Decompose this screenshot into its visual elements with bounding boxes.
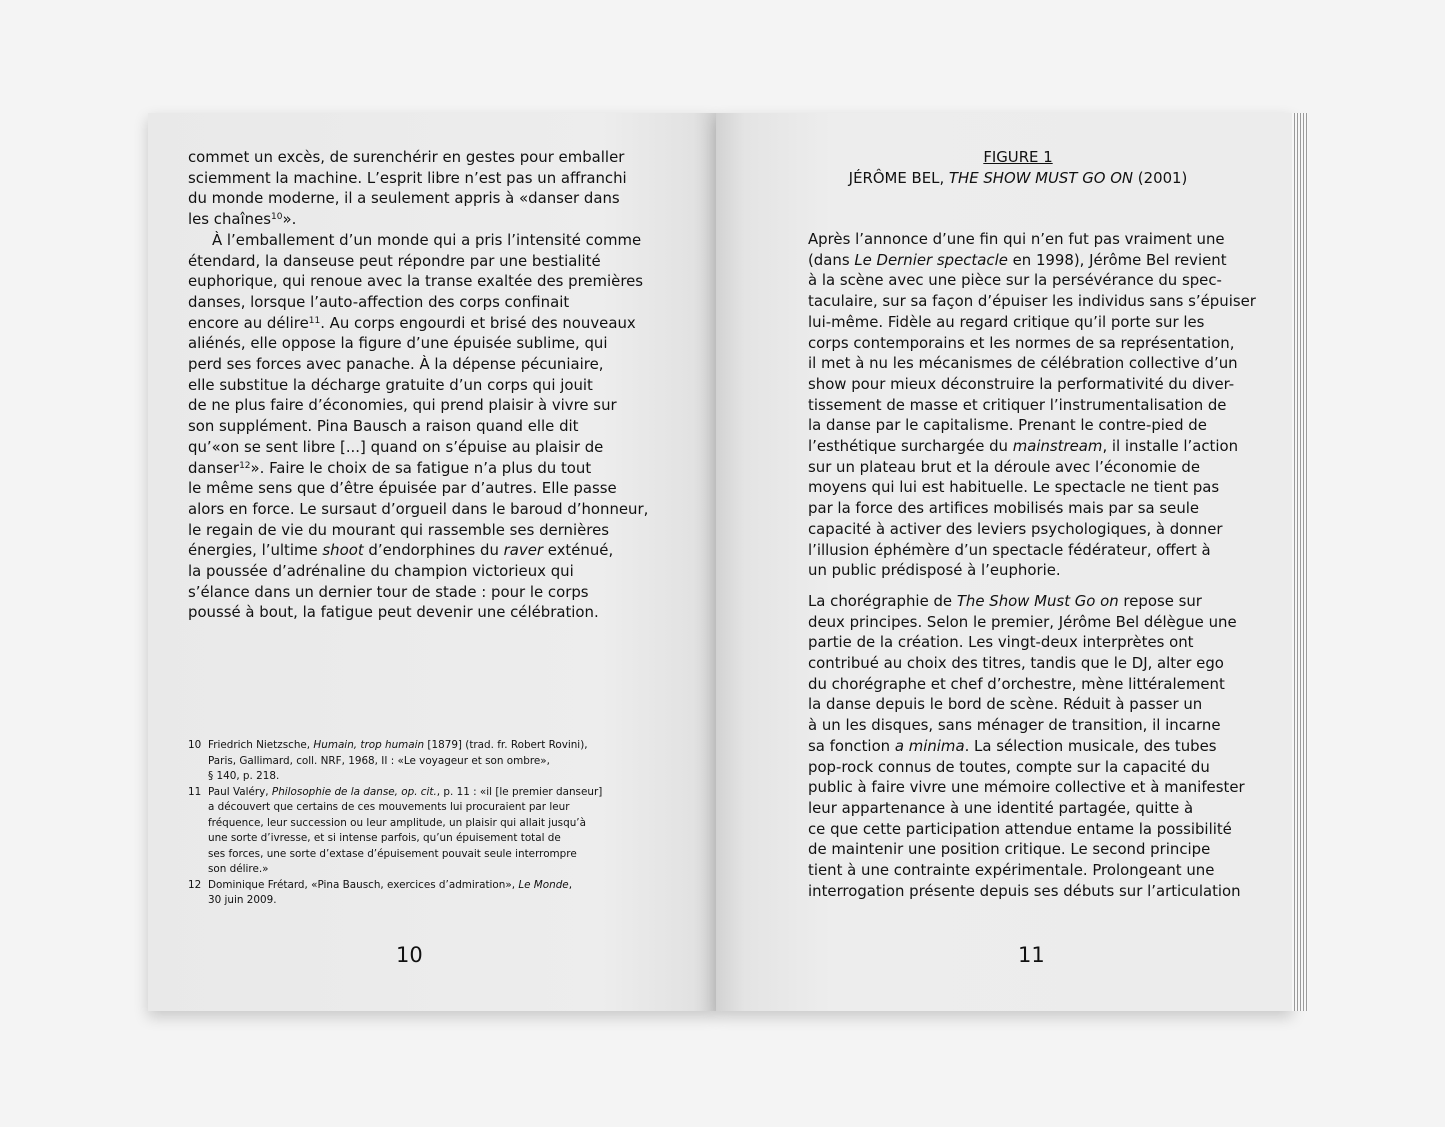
text-line: pop-rock connus de toutes, compte sur la capacité du [808,757,1210,776]
right-page [716,113,1292,1011]
text-line: la danse par le capitalisme. Prenant le contre-pied de [808,416,1207,435]
footnote [188,785,602,878]
text-line: (dans Le Dernier spectacle en 1998), Jérôme Bel revient [808,250,1227,269]
text-line: énergies, l’ultime shoot d’endorphines du raver exténué, [188,541,614,560]
page-number-left: 10 [396,943,423,967]
text-line: tissement de masse et critiquer l’instrumentalisation de [808,395,1227,414]
text-line: deux principes. Selon le premier, Jérôme Bel délègue une [808,612,1237,631]
text-line: s’élance dans un dernier tour de stade : pour le corps [188,582,589,601]
text-line: show pour mieux déconstruire la performativité du diver- [808,374,1235,393]
footnote-line: § 140, p. 218. [208,770,280,782]
footnote-line: fréquence, leur succession ou leur amplitude, un plaisir qui allait jusqu’à [208,816,586,829]
footnote-number: 12 [188,878,202,891]
text-line: encore au délire$^{11}$. Au corps engourdi et brisé des nouveaux [188,313,636,332]
text-line: l’esthétique surchargée du mainstream, il installe l’action [808,437,1239,456]
footnote-line: Dominique Frétard, «Pina Bausch, exercices d’admiration», Le Monde, [208,878,573,891]
text-line: à la scène avec une pièce sur la persévérance du spec- [808,271,1222,290]
text-line: sa fonction a minima. La sélection musicale, des tubes [808,736,1217,755]
text-line: contribué au choix des titres, tandis que le DJ, alter ego [808,654,1224,673]
text-line: commet un excès, de surenchérir en gestes pour emballer [188,148,625,166]
text-line: la danse depuis le bord de scène. Réduit à passer un [808,695,1203,714]
text-line: de maintenir une position critique. Le second principe [808,840,1211,859]
footnote-line: ses forces, une sorte d’extase d’épuisement pouvait seule interrompre [208,847,577,860]
footnote-line: Paul Valéry, Philosophie de la danse, op. cit., p. 11 : «il [le premier danseur] [208,785,603,798]
text-line: poussé à bout, la fatigue peut devenir une célébration. [188,603,599,622]
right-body-text [808,229,1256,902]
page-number-right: 11 [1018,943,1045,967]
text-line: le même sens que d’être épuisée par d’autres. Elle passe [188,479,617,498]
footnote-text [208,738,588,785]
text-line: du chorégraphe et chef d’orchestre, mène littéralement [808,674,1225,693]
footnote-line: une sorte d’ivresse, et si intense parfois, qu’un épuisement total de [208,832,561,844]
text-line: il met à nu les mécanismes de célébration collective d’un [808,354,1238,373]
text-line: le regain de vie du mourant qui rassemble ses dernières [188,520,610,539]
text-line: lui-même. Fidèle au regard critique qu’il porte sur les [808,312,1205,331]
text-line: sciemment la machine. L’esprit libre n’est pas un affranchi [188,168,627,187]
text-line: les chaînes$^{10}$». [188,210,297,229]
footnote-number: 11 [188,785,202,798]
paragraph-gap [808,581,1256,591]
footnote [188,738,602,785]
text-line: Après l’annonce d’une fin qui n’en fut pas vraiment une [808,230,1225,248]
left-page [148,113,716,1011]
text-line: partie de la création. Les vingt-deux interprètes ont [808,633,1194,652]
figure-caption [808,147,1228,188]
footnote-line: a découvert que certains de ces mouvements lui procuraient par leur [208,801,570,813]
text-line: danser$^{12}$». Faire le choix de sa fatigue n’a plus du tout [188,458,592,477]
text-line: tient à une contrainte expérimentale. Prolongeant une [808,861,1215,880]
footnotes [188,738,602,909]
text-line: leur appartenance à une identité partagée, quitte à [808,798,1194,817]
footnote-line: son délire.» [208,863,269,875]
text-line: taculaire, sur sa façon d’épuiser les individus sans s’épuiser [808,292,1256,311]
text-line: capacité à activer des leviers psychologiques, à donner [808,519,1223,538]
text-line: aliénés, elle oppose la figure d’une épuisée sublime, qui [188,334,608,353]
footnote-number: 10 [188,739,202,751]
text-line: public à faire vivre une mémoire collective et à manifester [808,778,1245,797]
text-line: danses, lorsque l’auto-affection des corps confinait [188,292,570,311]
text-line: alors en force. Le sursaut d’orgueil dans le baroud d’honneur, [188,499,649,518]
footnote-line: Paris, Gallimard, coll. NRF, 1968, II : «Le voyageur et son ombre», [208,754,550,767]
text-line: euphorique, qui renoue avec la transe exaltée des premières [188,272,644,291]
text-line: à un les disques, sans ménager de transition, il incarne [808,716,1221,735]
footnote-line: 30 juin 2009. [208,894,277,906]
footnote-line: Friedrich Nietzsche, Humain, trop humain [1879] (trad. fr. Robert Rovini), [208,739,588,751]
text-line: elle substitue la décharge gratuite d’un corps qui jouit [188,375,593,394]
figure-title: JÉRÔME BEL, THE SHOW MUST GO ON (2001) [848,168,1188,187]
footnote-text [208,785,602,878]
text-line: du monde moderne, il a seulement appris à «danser dans [188,189,620,208]
text-line: de ne plus faire d’économies, qui prend plaisir à vivre sur [188,396,617,415]
text-line: la poussée d’adrénaline du champion victorieux qui [188,562,574,581]
text-line: La chorégraphie de The Show Must Go on repose sur [808,591,1202,610]
text-line: perd ses forces avec panache. À la dépense pécuniaire, [188,355,604,374]
text-line: son supplément. Pina Bausch a raison quand elle dit [188,417,579,436]
left-body-text [188,147,648,623]
text-line: par la force des artifices mobilisés mais par sa seule [808,499,1200,518]
text-line: interrogation présente depuis ses débuts sur l’articulation [808,881,1241,900]
text-line: moyens qui lui est habituelle. Le spectacle ne tient pas [808,478,1220,497]
book-spread [148,113,1308,1011]
text-line: ce que cette participation attendue entame la possibilité [808,819,1232,838]
text-line: un public prédisposé à l’euphorie. [808,561,1061,580]
text-line: sur un plateau brut et la déroule avec l’économie de [808,457,1201,476]
text-line: corps contemporains et les normes de sa représentation, [808,333,1235,352]
text-line: À l’emballement d’un monde qui a pris l’intensité comme [212,230,642,249]
text-line: étendard, la danseuse peut répondre par une bestialité [188,251,601,270]
footnote [188,878,602,909]
footnote-text [208,878,572,909]
figure-number: FIGURE 1 [983,148,1053,166]
text-line: qu’«on se sent libre [...] quand on s’épuise au plaisir de [188,437,604,456]
text-line: l’illusion éphémère d’un spectacle fédérateur, offert à [808,540,1211,559]
page-edges [1292,113,1308,1011]
